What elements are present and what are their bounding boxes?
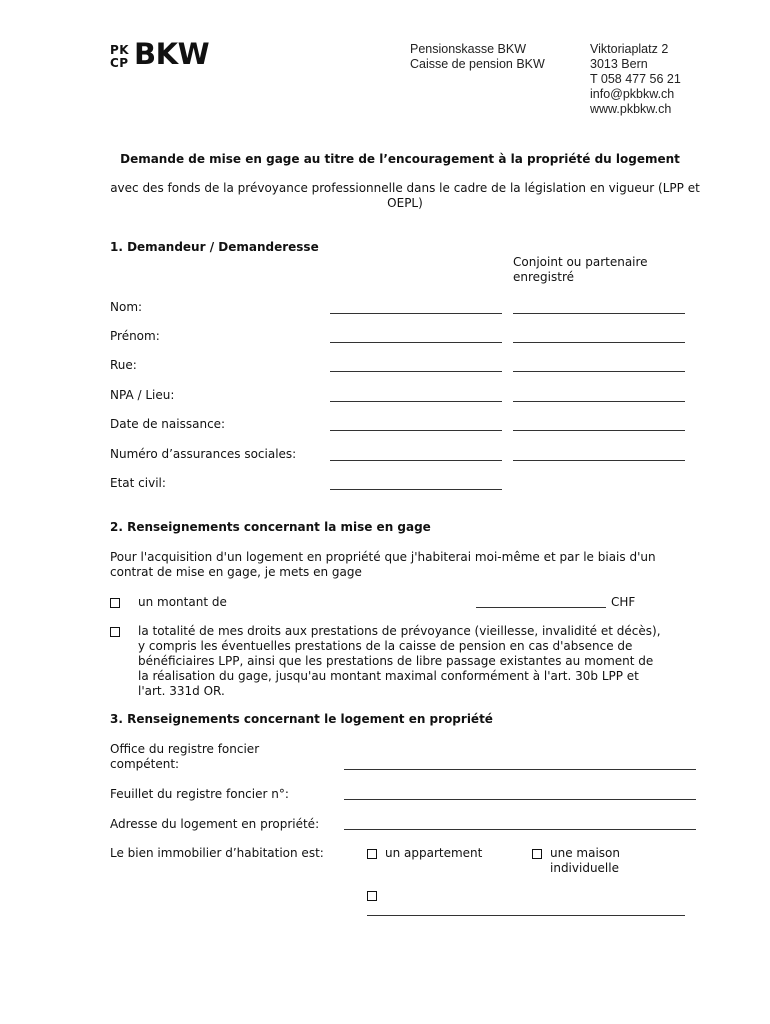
input-date-naissance-partner[interactable]: [513, 430, 685, 431]
input-prenom[interactable]: [330, 342, 502, 343]
label-rue: Rue:: [110, 358, 137, 372]
label-npa-lieu: NPA / Lieu:: [110, 388, 175, 402]
option-montant-label: un montant de: [138, 595, 227, 609]
option-maison-label: une maison individuelle: [550, 846, 620, 875]
logo-bkw: BKW: [134, 37, 210, 71]
input-numero-avs[interactable]: [330, 460, 502, 461]
option-totalite-label: la totalité de mes droits aux prestations de prévoyance (vieillesse, invalidité et décès), y compris les éventuelles prestations de la caisse de pension en cas d'absence de bénéficiaires LPP, ainsi que les prestations de libre passage existantes au moment de la réalisation du gage, jusqu'au montant maximal conformément à l'art. 30b LPP et l'art. 331d OR.: [138, 624, 661, 698]
checkbox-maison[interactable]: [532, 849, 542, 859]
input-autre[interactable]: [367, 915, 685, 916]
checkbox-montant[interactable]: [110, 598, 120, 608]
label-nom: Nom:: [110, 300, 143, 314]
input-date-naissance[interactable]: [330, 430, 502, 431]
input-etat-civil[interactable]: [330, 489, 502, 490]
label-office-registre: Office du registre foncier compétent:: [110, 742, 260, 771]
input-numero-avs-partner[interactable]: [513, 460, 685, 461]
input-feuillet-registre[interactable]: [344, 799, 696, 800]
checkbox-appartement[interactable]: [367, 849, 377, 859]
label-adresse-logement: Adresse du logement en propriété:: [110, 817, 320, 831]
label-etat-civil: Etat civil:: [110, 476, 166, 490]
document-title: Demande de mise en gage au titre de l’encouragement à la propriété du logement: [120, 152, 680, 166]
label-numero-avs: Numéro d’assurances sociales:: [110, 447, 297, 461]
logo-pk: PK: [110, 43, 130, 57]
input-rue[interactable]: [330, 371, 502, 372]
document-subtitle: avec des fonds de la prévoyance professionnelle dans le cadre de la législation en vigueur (LPP et OEPL): [110, 181, 700, 210]
org-name-fr: Caisse de pension BKW: [410, 57, 545, 71]
org-name-de: Pensionskasse BKW: [410, 42, 527, 56]
label-bien-immobilier: Le bien immobilier d’habitation est:: [110, 846, 324, 860]
input-rue-partner[interactable]: [513, 371, 685, 372]
input-nom-partner[interactable]: [513, 313, 685, 314]
address-email[interactable]: info@pkbkw.ch: [590, 87, 675, 101]
label-prenom: Prénom:: [110, 329, 160, 343]
currency-label: CHF: [611, 595, 636, 609]
address-street: Viktoriaplatz 2: [590, 42, 669, 56]
input-nom[interactable]: [330, 313, 502, 314]
input-office-registre[interactable]: [344, 769, 696, 770]
address-phone: T 058 477 56 21: [590, 72, 681, 86]
label-feuillet-registre: Feuillet du registre foncier n°:: [110, 787, 289, 801]
partner-column-header: Conjoint ou partenaire enregistré: [513, 255, 648, 284]
input-prenom-partner[interactable]: [513, 342, 685, 343]
label-date-naissance: Date de naissance:: [110, 417, 226, 431]
checkbox-totalite[interactable]: [110, 627, 120, 637]
input-npa-lieu-partner[interactable]: [513, 401, 685, 402]
address-web[interactable]: www.pkbkw.ch: [590, 102, 672, 116]
section-1-heading: 1. Demandeur / Demanderesse: [110, 240, 319, 254]
checkbox-autre[interactable]: [367, 891, 377, 901]
option-appartement-label: un appartement: [385, 846, 483, 860]
section-2-heading: 2. Renseignements concernant la mise en gage: [110, 520, 431, 534]
input-montant[interactable]: [476, 607, 606, 608]
address-city: 3013 Bern: [590, 57, 648, 71]
input-npa-lieu[interactable]: [330, 401, 502, 402]
section-3-heading: 3. Renseignements concernant le logement en propriété: [110, 712, 493, 726]
input-adresse-logement[interactable]: [344, 829, 696, 830]
logo-cp: CP: [110, 56, 129, 70]
section-2-intro: Pour l'acquisition d'un logement en propriété que j'habiterai moi-même et par le biais d'un contrat de mise en gage, je mets en gage: [110, 550, 656, 579]
